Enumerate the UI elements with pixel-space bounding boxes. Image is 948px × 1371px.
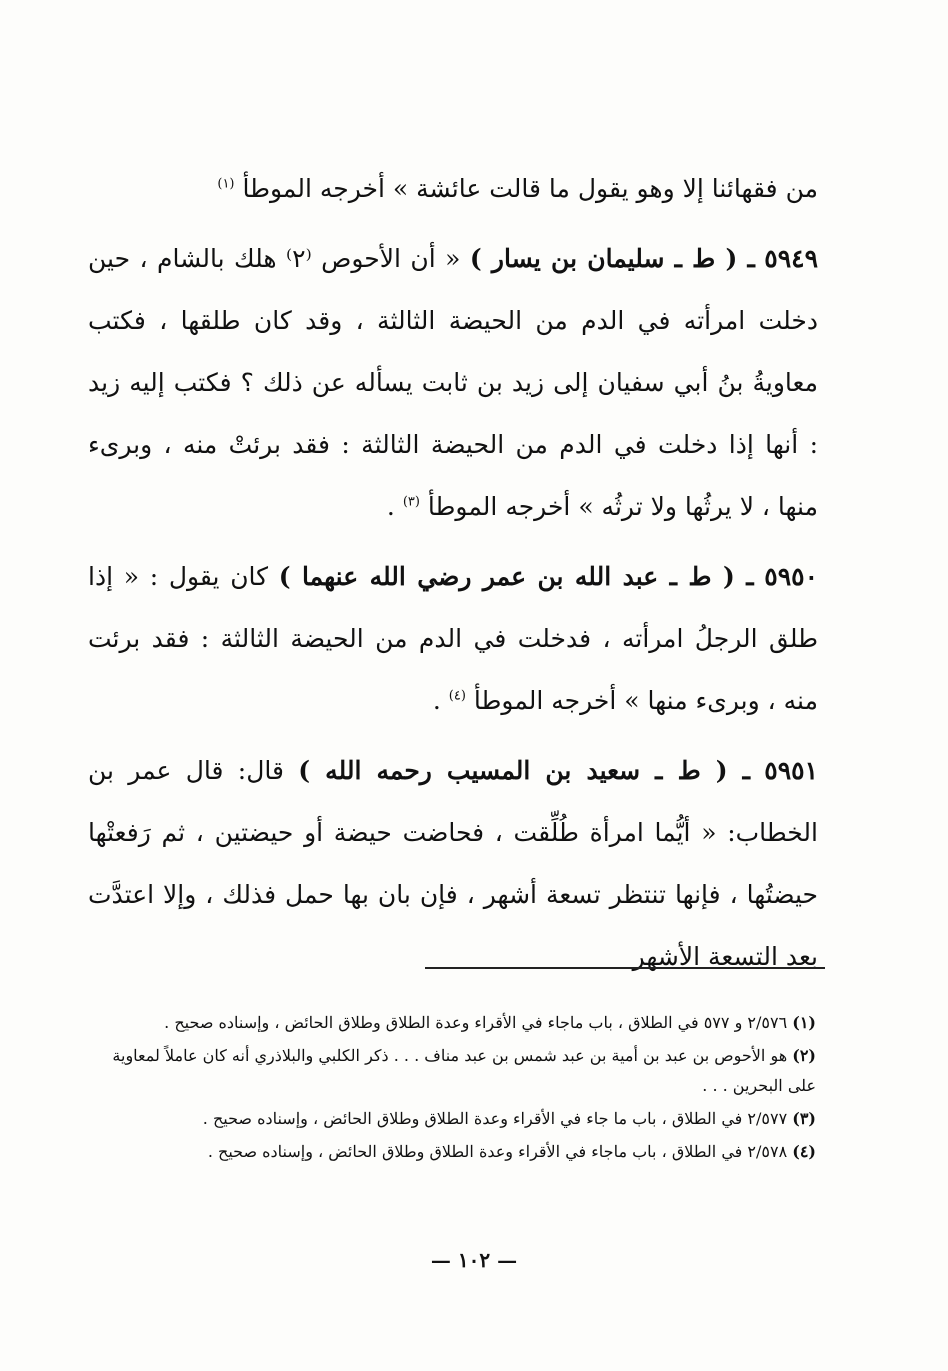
footnote-text: ٢/٥٧٦ و ٥٧٧ في الطلاق ، باب ماجاء في الأقراء وعدة الطلاق وطلاق الحائض ، وإسناده صحيح . [164, 1013, 788, 1032]
hadith-source: ـ ( ط ـ سليمان بن يسار ) [469, 244, 755, 273]
main-text [88, 158, 818, 996]
continuation-paragraph [88, 158, 818, 220]
footnote-text: هو الأحوص بن عبد بن أمية بن عبد شمس بن عبد مناف . . . ذكر الكلبي والبلاذري أنه كان عاملاً لمعاوية على البحرين . . . [112, 1046, 816, 1095]
hadith-number: ٥٩٥٠ [764, 562, 818, 591]
footnote-4 [92, 1137, 816, 1167]
footnote-ref: (٤) [448, 688, 466, 704]
footnote-mark: (٣) [792, 1109, 816, 1128]
footnote-1 [92, 1008, 816, 1038]
hadith-5951 [88, 740, 818, 988]
hadith-5950 [88, 546, 818, 732]
hadith-number: ٥٩٥١ [764, 756, 818, 785]
paragraph-end: . [432, 686, 449, 715]
footnotes [92, 1008, 816, 1170]
hadith-text: قال: قال عمر بن الخطاب: « أيُّما امرأة طُلِّقت ، فحاضت حيضة أو حيضتين ، ثم رَفعتْها حيضتُها ، فإنها تنتظر تسعة أشهر ، فإن بان بها حمل فذلك ، وإلا اعتدَّت بعد التسعة الأشهر [88, 756, 818, 971]
footnote-mark: (٢) [792, 1046, 816, 1065]
hadith-number: ٥٩٤٩ [764, 244, 818, 273]
footnote-text: ٢/٥٧٧ في الطلاق ، باب ما جاء في الأقراء وعدة الطلاق وطلاق الحائض ، وإسناده صحيح . [202, 1109, 788, 1128]
hadith-text: كان يقول : « إذا طلق الرجلُ امرأته ، فدخلت في الدم من الحيضة الثالثة : فقد برئت منه ، وبرىء منها » أخرجه الموطأ [88, 562, 818, 715]
footnote-mark: (٤) [792, 1142, 816, 1161]
paragraph-text: من فقهائنا إلا وهو يقول ما قالت عائشة » أخرجه الموطأ [242, 174, 818, 203]
footnote-ref: (٣) [402, 494, 420, 510]
footnote-3 [92, 1104, 816, 1134]
hadith-5949 [88, 228, 818, 538]
footnote-mark: (١) [792, 1013, 816, 1032]
paragraph-end: . [386, 492, 403, 521]
hadith-text: « أن الأحوص ⁽٢⁾ هلك بالشام ، حين دخلت امرأته في الدم من الحيضة الثالثة ، وقد كان طلقها ، فكتب معاويةُ بنُ أبي سفيان إلى زيد بن ثابت يسأله عن ذلك ؟ فكتب إليه زيد : أنها إذا دخلت في الدم من الحيضة الثالثة : فقد برئتْ منه ، وبرىء منها ، لا يرثُها ولا ترثُه » أخرجه الموطأ [88, 244, 818, 521]
hadith-source: ـ ( ط ـ عبد الله بن عمر رضي الله عنهما ) [278, 562, 754, 591]
footnote-2 [92, 1041, 816, 1101]
page-number: — ١٠٢ — [430, 1248, 518, 1272]
footnote-divider [425, 967, 825, 969]
footnote-text: ٢/٥٧٨ في الطلاق ، باب ماجاء في الأقراء وعدة الطلاق وطلاق الحائض ، وإسناده صحيح . [207, 1142, 788, 1161]
hadith-source: ـ ( ط ـ سعيد بن المسيب رحمه الله ) [298, 756, 750, 785]
footnote-ref: (١) [217, 176, 235, 192]
